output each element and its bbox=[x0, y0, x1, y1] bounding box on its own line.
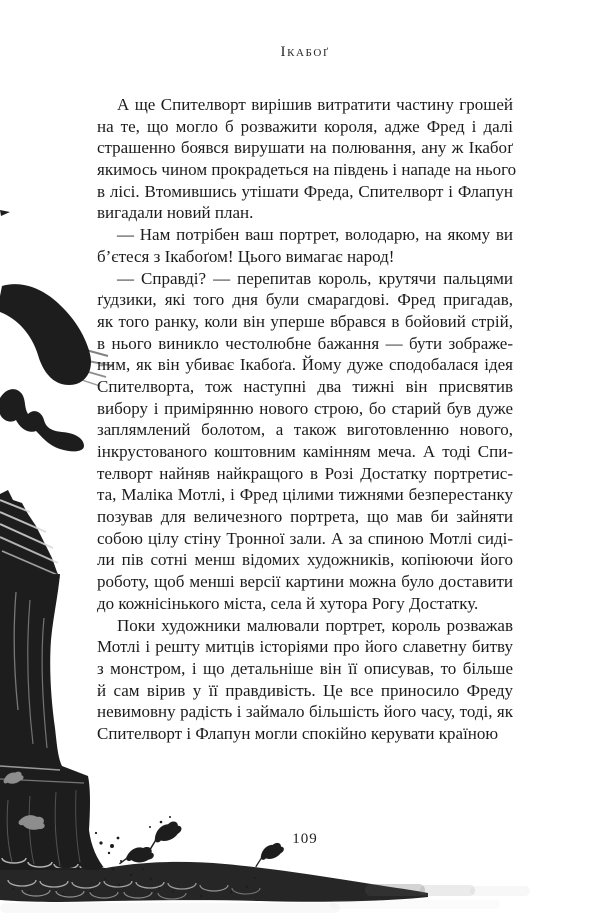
text-line: Поки художники малювали портрет, король розважав bbox=[117, 615, 513, 635]
text-line: й сам вірив у її правдивість. Це все приносило Фреду bbox=[97, 680, 513, 700]
text-line: Мотлі і решту митців історіями про його славетну битву bbox=[97, 637, 513, 657]
text-line: Спителворт і Флапун могли спокійно керувати країною bbox=[97, 723, 499, 743]
text-line: собою цілу стіну Тронної зали. А за спиною Мотлі сиді- bbox=[97, 528, 513, 548]
text-line: інкрустованого коштовним камінням меча. А тоді Спи- bbox=[97, 442, 513, 461]
text-line: ним, як він убиває Ікабоґа. Йому дуже сподобалася ідея bbox=[97, 355, 513, 375]
text-line: з монстром, і що детальніше він її описував, то більше bbox=[97, 658, 513, 678]
text-line: страшенно боявся вирушати на полювання, ану ж Ікабоґ bbox=[97, 138, 513, 158]
text-line: Спителворта, тож наступні два тижні він присвятив bbox=[97, 376, 513, 396]
text-line: роботу, щоб менші версії картини можна було доставити bbox=[97, 572, 513, 592]
text-line: вибору і примірянню нового строю, бо старий був дуже bbox=[97, 398, 513, 418]
text-line: якимось чином прокрадеться на південь і нападе на нього bbox=[97, 160, 517, 180]
text-line: — Нам потрібен ваш портрет, володарю, на якому ви bbox=[117, 225, 513, 245]
text-line: б’єтеся з Ікабоґом! Цього вимагає народ! bbox=[97, 246, 395, 266]
text-line: — Справді? — перепитав король, крутячи пальцями bbox=[117, 268, 513, 288]
statue-pedestal bbox=[0, 490, 106, 871]
text-line: до кожнісінького міста, села й хутора Рогу Достатку. bbox=[97, 593, 479, 613]
text-block bbox=[97, 94, 517, 745]
oak-leaf bbox=[118, 846, 155, 866]
text-line: як того ранку, коли він уперше вбрався в бойовий стрій, bbox=[97, 311, 513, 331]
text-line: ли пів сотні менш відомих художників, копіюючи його bbox=[97, 550, 513, 570]
text-line: вигадали новий план. bbox=[97, 203, 254, 223]
ink-tick bbox=[0, 210, 10, 216]
claw-stroke bbox=[0, 389, 84, 451]
text-line: та, Маліка Мотлі, і Фред цілими тижнями безперестанку bbox=[97, 485, 513, 505]
cobblestone-ground bbox=[0, 862, 530, 913]
text-line: невимовну радість і займало більшість його часу, тоді, як bbox=[97, 702, 513, 722]
page-number: 109 bbox=[292, 831, 318, 847]
text-line: позував для величезного портрета, що мав би зайняти bbox=[97, 507, 513, 527]
text-line: телворт найняв найкращого в Розі Достатку портретис- bbox=[97, 463, 513, 483]
text-line: А ще Спителворт вирішив витратити частину грошей bbox=[117, 95, 513, 114]
text-line: заплямлений болотом, а також виготовленню нового, bbox=[97, 420, 513, 440]
running-header: Ікабоґ bbox=[280, 44, 330, 60]
text-line: ґудзики, які того дня були смарагдові. Фред пригадав, bbox=[97, 290, 513, 310]
text-line: на те, що могло б розважити короля, адже Фред і далі bbox=[97, 116, 513, 136]
text-line: в лісі. Втомившись утішати Фреда, Спителворт і Флапун bbox=[97, 181, 513, 201]
text-line: в нього виникло честолюбне бажання — бути зображе- bbox=[97, 333, 513, 353]
